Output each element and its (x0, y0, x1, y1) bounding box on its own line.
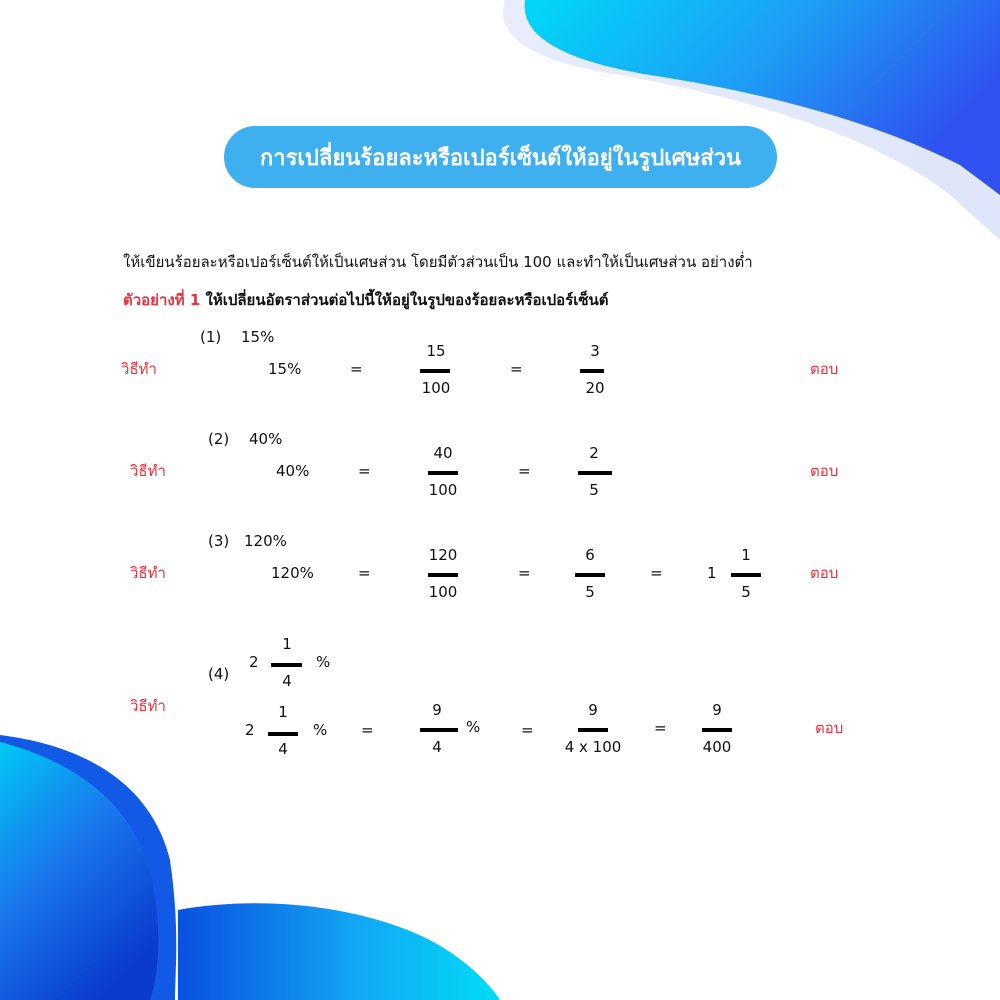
equals-sign: = (518, 564, 531, 582)
fraction-denominator: 5 (589, 481, 599, 499)
fraction-denominator: 5 (741, 583, 751, 601)
percent-sign: % (466, 718, 481, 736)
problem-given: 120% (244, 532, 287, 550)
example-text: ให้เปลี่ยนอัตราส่วนต่อไปนี้ให้อยู่ในรูปของร้อยละหรือเปอร์เซ็นต์ (205, 291, 609, 309)
percent-sign: % (316, 653, 331, 671)
lhs-value: 120% (271, 564, 314, 582)
fraction-bar (428, 471, 458, 475)
answer-label: ตอบ (815, 719, 844, 737)
equals-sign: = (650, 564, 663, 582)
fraction-denominator: 4 x 100 (564, 738, 622, 756)
fraction-denominator: 4 (282, 672, 292, 690)
mixed-whole: 1 (707, 564, 717, 582)
equals-sign: = (350, 360, 363, 378)
equals-sign: = (361, 721, 374, 739)
fraction-bar (578, 728, 608, 732)
answer-label: ตอบ (810, 360, 839, 378)
fraction-bar (271, 663, 302, 667)
page-title: การเปลี่ยนร้อยละหรือเปอร์เซ็นต์ให้อยู่ในรูปเศษส่วน (259, 145, 742, 171)
title-banner (224, 126, 777, 188)
fraction-numerator: 3 (590, 342, 600, 360)
fraction-denominator: 4 (432, 738, 442, 756)
problem-number: (2) (208, 430, 230, 448)
problem-number: (1) (200, 328, 222, 346)
problem-number: (4) (208, 665, 230, 683)
fraction-numerator: 6 (585, 546, 595, 564)
method-label: วิธีทำ (121, 360, 157, 378)
fraction-bar (268, 732, 298, 736)
fraction-denominator: 5 (585, 583, 595, 601)
fraction-denominator: 20 (585, 379, 605, 397)
equals-sign: = (510, 360, 523, 378)
fraction-numerator: 120 (428, 546, 458, 564)
fraction-numerator: 1 (282, 635, 292, 653)
fraction-numerator: 2 (589, 444, 599, 462)
equals-sign: = (521, 721, 534, 739)
fraction-numerator: 15 (426, 342, 446, 360)
fraction-bar (731, 573, 761, 577)
fraction-bar (702, 728, 732, 732)
answer-label: ตอบ (810, 564, 839, 582)
method-label: วิธีทำ (130, 697, 166, 715)
problem-number: (3) (208, 532, 230, 550)
equals-sign: = (358, 564, 371, 582)
fraction-numerator: 9 (432, 701, 442, 719)
method-label: วิธีทำ (130, 462, 166, 480)
fraction-bar (420, 728, 458, 732)
fraction-numerator: 9 (712, 701, 722, 719)
fraction-denominator: 100 (428, 583, 458, 601)
equals-sign: = (358, 462, 371, 480)
percent-sign: % (313, 721, 328, 739)
fraction-denominator: 4 (278, 740, 288, 758)
fraction-bar (575, 573, 605, 577)
instruction-text: ให้เขียนร้อยละหรือเปอร์เซ็นต์ให้เป็นเศษส่วน โดยมีตัวส่วนเป็น 100 และทำให้เป็นเศษส่วน อย่างต่ำ (123, 253, 753, 271)
fraction-bar (428, 573, 458, 577)
fraction-numerator: 9 (588, 701, 598, 719)
lhs-value: 40% (276, 462, 310, 480)
fraction-numerator: 1 (741, 546, 751, 564)
bottom-left-wave (0, 742, 158, 1000)
fraction-denominator: 100 (428, 481, 458, 499)
example-heading (123, 288, 609, 312)
fraction-denominator: 100 (421, 379, 451, 397)
mixed-whole: 2 (249, 653, 259, 671)
fraction-bar (578, 471, 612, 475)
lhs-value: 15% (268, 360, 302, 378)
equals-sign: = (654, 719, 667, 737)
method-label: วิธีทำ (130, 564, 166, 582)
fraction-bar (420, 369, 450, 373)
bottom-wave (178, 903, 500, 1000)
answer-label: ตอบ (810, 462, 839, 480)
equals-sign: = (518, 462, 531, 480)
example-label: ตัวอย่างที่ 1 (123, 291, 201, 309)
problem-given: 40% (249, 430, 283, 448)
mixed-whole: 2 (245, 721, 255, 739)
fraction-denominator: 400 (702, 738, 732, 756)
problem-given: 15% (241, 328, 275, 346)
fraction-numerator: 40 (433, 444, 453, 462)
fraction-bar (580, 369, 604, 373)
fraction-numerator: 1 (278, 703, 288, 721)
